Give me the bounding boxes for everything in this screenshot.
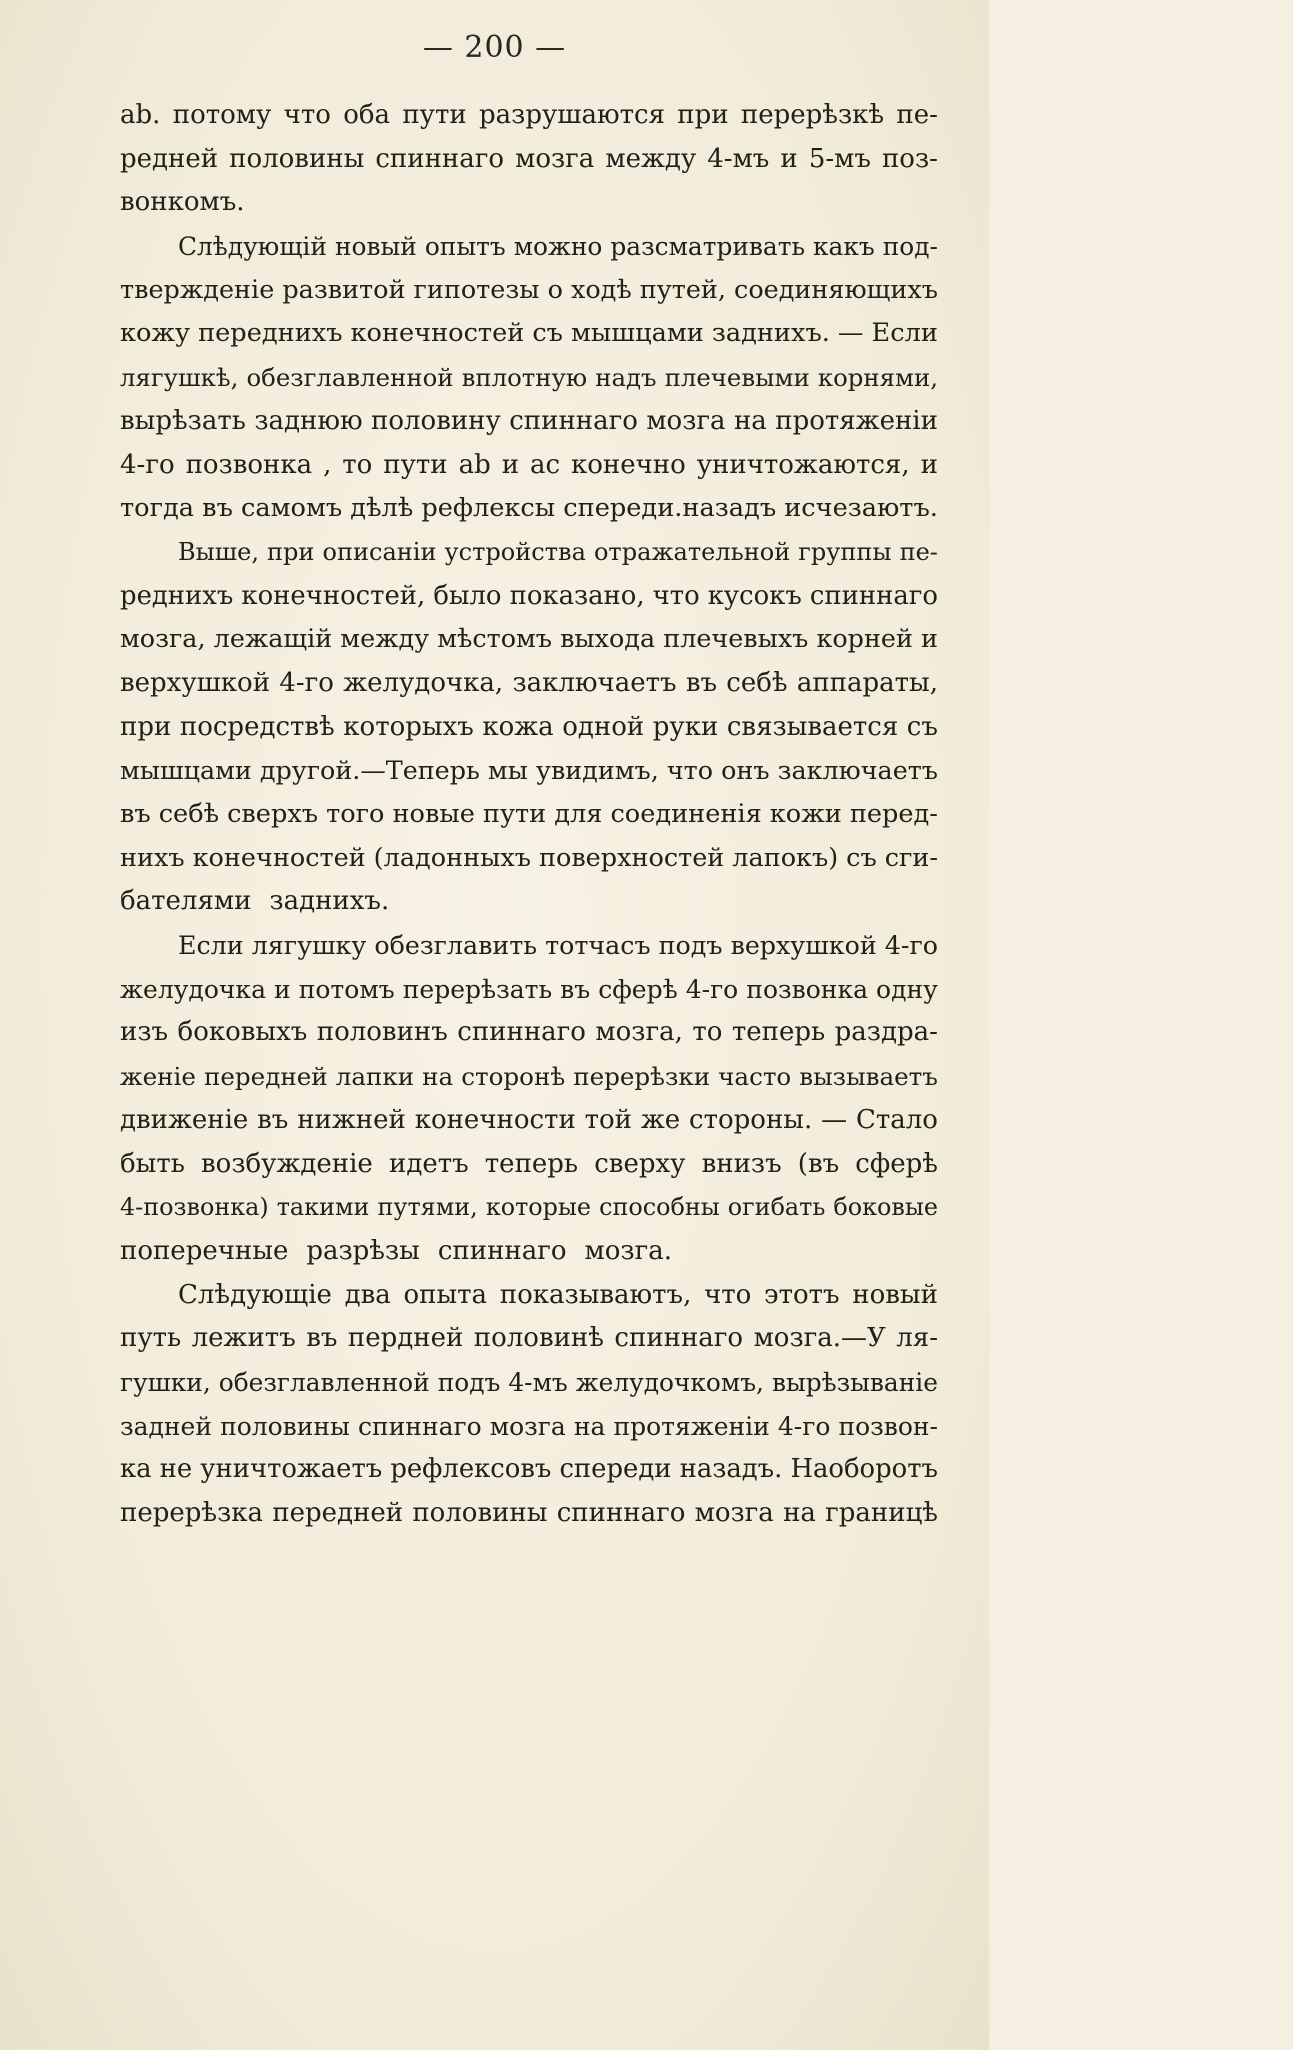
text-line: реднихъ конечностей, было показано, что кусокъ спиннаго [120, 580, 938, 611]
text-line: твержденіе развитой гипотезы о ходѣ путей, соединяющихъ [120, 274, 938, 305]
text-line: редней половины спиннаго мозга между 4-мъ и 5-мъ поз- [120, 143, 938, 174]
text-line: Выше, при описаніи устройства отражательной группы пе- [178, 537, 938, 566]
text-line: движеніе въ нижней конечности той же стороны. — Стало [120, 1104, 938, 1135]
text-line: 4-го позвонка , то пути аb и ас конечно уничтожаются, и [120, 449, 938, 480]
text-line: ка не уничтожаетъ рефлексовъ спереди назадъ. Наоборотъ [120, 1454, 938, 1485]
text-line: перерѣзка передней половины спиннаго мозга на границѣ [120, 1498, 938, 1528]
text-line: путь лежитъ въ пердней половинѣ спиннаго мозга.—У ля- [120, 1323, 938, 1354]
text-line: задней половины спиннаго мозга на протяженіи 4-го позвон- [120, 1411, 938, 1441]
text-line: нихъ конечностей (ладонныхъ поверхностей лапокъ) съ сги- [120, 842, 938, 873]
text-line: при посредствѣ которыхъ кожа одной руки связывается съ [120, 711, 938, 742]
body-text [120, 94, 938, 1536]
text-line: въ себѣ сверхъ того новые пути для соединенія кожи перед- [120, 799, 938, 829]
text-line: аb. потому что оба пути разрушаются при перерѣзкѣ пе- [120, 100, 938, 130]
text-line: Если лягушку обезглавить тотчасъ подъ верхушкой 4-го [178, 930, 938, 961]
text-line: вонкомъ. [120, 187, 245, 218]
text-line: бателями заднихъ. [120, 886, 390, 917]
text-line: кожу переднихъ конечностей съ мышцами заднихъ. — Если [120, 318, 938, 349]
text-line: вырѣзать заднюю половину спиннаго мозга на протяженіи [120, 405, 938, 436]
text-line: лягушкѣ, обезглавленной вплотную надъ плечевыми корнями, [120, 363, 938, 393]
text-line: мышцами другой.—Теперь мы увидимъ, что онъ заключаетъ [120, 755, 938, 786]
text-line: 4-позвонка) такими путями, которые способны огибать боковые [120, 1193, 938, 1222]
text-line: мозга, лежащій между мѣстомъ выхода плечевыхъ корней и [120, 624, 938, 655]
page-number: — 200 — [422, 30, 567, 65]
text-line: гушки, обезглавленной подъ 4-мъ желудочкомъ, вырѣзываніе [120, 1367, 938, 1397]
text-line: поперечные разрѣзы спиннаго мозга. [120, 1235, 672, 1266]
text-line: Слѣдующіе два опыта показываютъ, что этотъ новый [178, 1279, 938, 1310]
text-line: Слѣдующій новый опытъ можно разсматривать какъ под- [178, 232, 938, 262]
text-line: быть возбужденіе идетъ теперь сверху внизъ (въ сферѣ [120, 1148, 938, 1179]
text-line: верхушкой 4-го желудочка, заключаетъ въ себѣ аппараты, [120, 667, 938, 698]
text-line: изъ боковыхъ половинъ спиннаго мозга, то теперь раздра- [120, 1017, 938, 1048]
text-line: женіе передней лапки на сторонѣ перерѣзки часто вызываетъ [120, 1062, 938, 1092]
text-line: тогда въ самомъ дѣлѣ рефлексы спереди.назадъ исчезаютъ. [120, 493, 938, 524]
text-line: желудочка и потомъ перерѣзать въ сферѣ 4-го позвонка одну [120, 974, 938, 1004]
